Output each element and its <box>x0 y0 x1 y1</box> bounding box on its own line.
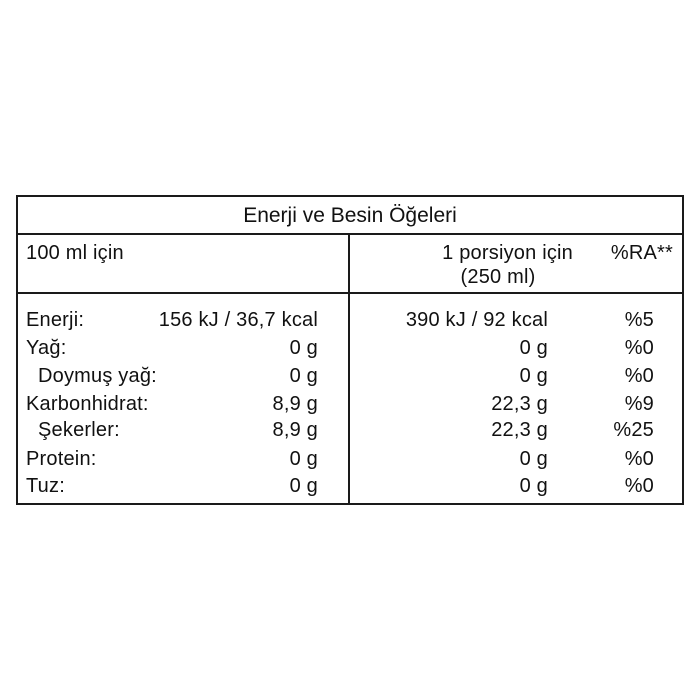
row-name-karbonhidrat: Karbonhidrat: <box>26 393 149 415</box>
row-per100-karbonhidrat: 8,9 g <box>272 393 318 415</box>
row-name-sekerler: Şekerler: <box>38 419 120 441</box>
row-per100-protein: 0 g <box>289 448 318 470</box>
row-ra-enerji: %5 <box>624 309 654 331</box>
row-ra-protein: %0 <box>624 448 654 470</box>
row-per100-doymus-yag: 0 g <box>289 365 318 387</box>
header-per-100ml: 100 ml için <box>26 242 124 264</box>
nutrition-table <box>16 195 684 505</box>
row-portion-doymus-yag: 0 g <box>519 365 548 387</box>
header-portion-size: (250 ml) <box>460 266 536 288</box>
row-ra-yag: %0 <box>624 337 654 359</box>
row-ra-tuz: %0 <box>624 475 654 497</box>
row-name-doymus-yag: Doymuş yağ: <box>38 365 157 387</box>
row-portion-sekerler: 22,3 g <box>491 419 548 441</box>
header-ra: %RA** <box>610 242 673 264</box>
table-title: Enerji ve Besin Öğeleri <box>18 197 682 235</box>
row-ra-sekerler: %25 <box>613 419 654 441</box>
row-ra-karbonhidrat: %9 <box>624 393 654 415</box>
row-ra-doymus-yag: %0 <box>624 365 654 387</box>
column-divider <box>348 235 350 505</box>
row-portion-protein: 0 g <box>519 448 548 470</box>
row-name-enerji: Enerji: <box>26 309 85 331</box>
row-portion-enerji: 390 kJ / 92 kcal <box>405 309 548 331</box>
row-name-protein: Protein: <box>26 448 97 470</box>
row-per100-enerji: 156 kJ / 36,7 kcal <box>158 309 318 331</box>
header-per-portion: 1 porsiyon için <box>442 242 573 264</box>
row-portion-karbonhidrat: 22,3 g <box>491 393 548 415</box>
row-per100-tuz: 0 g <box>289 475 318 497</box>
row-name-tuz: Tuz: <box>26 475 65 497</box>
row-per100-yag: 0 g <box>289 337 318 359</box>
row-portion-yag: 0 g <box>519 337 548 359</box>
row-name-yag: Yağ: <box>26 337 67 359</box>
header-divider <box>18 292 682 294</box>
row-portion-tuz: 0 g <box>519 475 548 497</box>
row-per100-sekerler: 8,9 g <box>272 419 318 441</box>
